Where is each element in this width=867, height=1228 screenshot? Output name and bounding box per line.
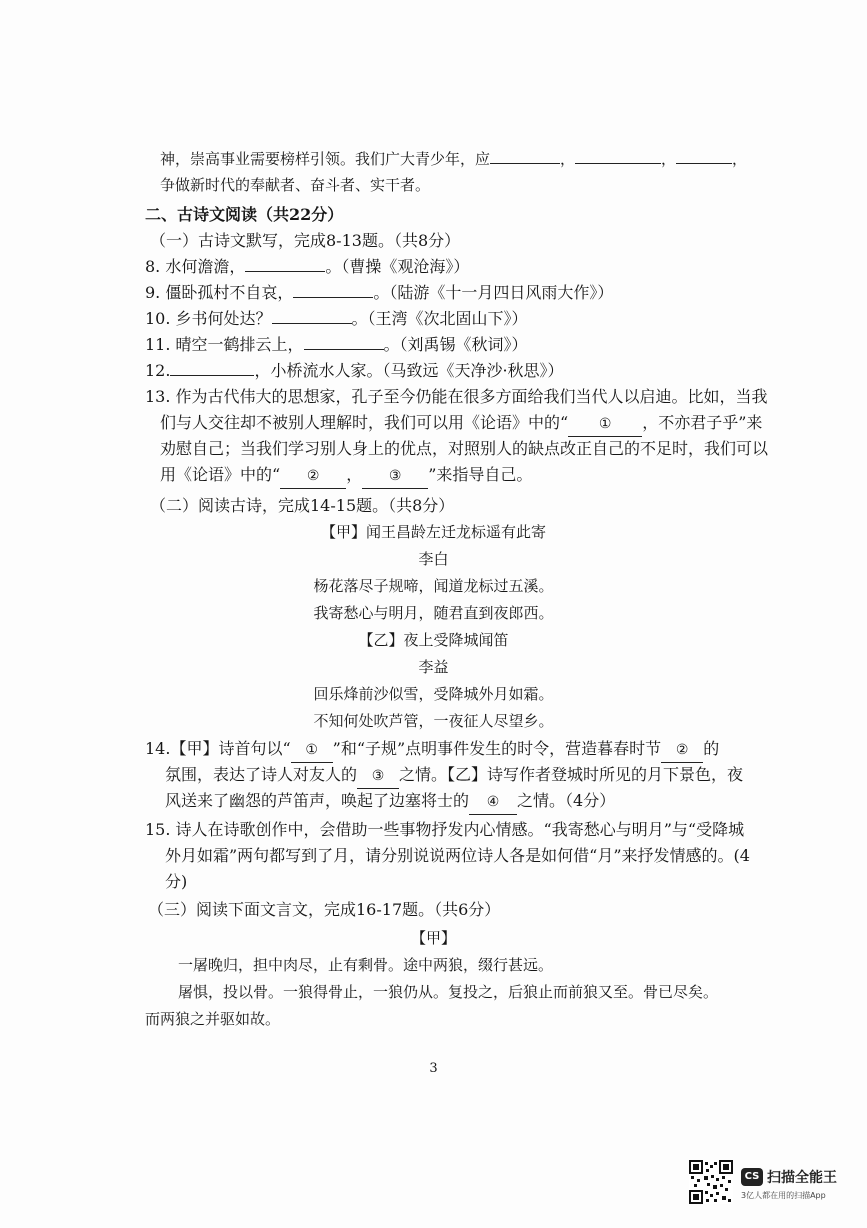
- section-title: 二、古诗文阅读（共22分）: [145, 205, 344, 224]
- text: 12.: [145, 361, 171, 380]
- part3-title: （三）阅读下面文言文，完成16-17题。（共6分）: [148, 900, 501, 919]
- text: ，不亦君子乎”来: [642, 413, 763, 432]
- text: ，: [732, 150, 748, 168]
- poem-a-line-1: 杨花落尽子规啼，闻道龙标过五溪。: [313, 577, 554, 595]
- app-name: 扫描全能王: [767, 1170, 837, 1186]
- text: 之情。（4分）: [517, 791, 616, 810]
- question-13-line-4: [160, 463, 532, 489]
- text: ”和“子规”点明事件发生的时令，营造暮春时节: [332, 739, 662, 758]
- answer-blank[interactable]: [293, 281, 373, 298]
- text: 。（陆游《十一月四日风雨大作》）: [373, 283, 614, 302]
- text-a-paragraph-3: 而两狼之并驱如故。: [145, 1010, 281, 1028]
- poem-b-line-2: 不知何处吹芦管，一夜征人尽望乡。: [313, 712, 554, 730]
- carry-line-2: 争做新时代的奉献者、奋斗者、实干者。: [160, 176, 431, 194]
- part2-title: （二）阅读古诗，完成14-15题。（共8分）: [150, 496, 455, 515]
- poem-b-author: 李益: [418, 658, 449, 676]
- text: 的: [703, 739, 720, 758]
- text-a-label: 【甲】: [410, 929, 456, 947]
- text-a-paragraph-2: 屠惧，投以骨。一狼得骨止，一狼仍从。复投之，后狼止而前狼又至。骨已尽矣。: [178, 983, 719, 1001]
- text: 用《论语》中的“: [160, 465, 281, 484]
- answer-blank[interactable]: [575, 147, 661, 164]
- numbered-blank[interactable]: ③: [357, 764, 399, 789]
- numbered-blank[interactable]: ①: [291, 738, 333, 763]
- answer-blank[interactable]: [272, 307, 352, 324]
- poem-b-title: 【乙】夜上受降城闻笛: [358, 631, 509, 649]
- question-10: [145, 307, 528, 331]
- question-11: [145, 333, 528, 357]
- text: 氛围，表达了诗人对友人的: [165, 765, 358, 784]
- text: 9. 僵卧孤村不自哀，: [145, 283, 294, 302]
- text: ，: [346, 465, 363, 484]
- carry-line-1: 神，崇高事业需要榜样引领。我们广大青少年，应 ， ， ，: [160, 147, 747, 171]
- part1-title: （一）古诗文默写，完成8-13题。（共8分）: [150, 231, 461, 250]
- text: 10. 乡书何处达？: [145, 309, 272, 328]
- question-12: [145, 359, 564, 383]
- text: 。（刘禹锡《秋词》）: [383, 335, 528, 354]
- app-tagline: 3亿人都在用的扫描App: [741, 1191, 826, 1200]
- qr-code-icon: [689, 1160, 733, 1204]
- numbered-blank[interactable]: ④: [469, 790, 517, 815]
- poem-a-title: 【甲】闻王昌龄左迁龙标遥有此寄: [320, 523, 546, 541]
- numbered-blank[interactable]: ③: [362, 464, 428, 489]
- question-15-line-2: 外月如霜”两句都写到了月，请分别说说两位诗人各是如何借“月”来抒发情感的。(4: [165, 846, 750, 865]
- answer-blank[interactable]: [490, 147, 560, 164]
- question-15-line-1: 15. 诗人在诗歌创作中，会借助一些事物抒发内心情感。“我寄愁心与明月”与“受降城: [145, 820, 745, 839]
- question-9: [145, 281, 613, 305]
- question-8: [145, 255, 469, 279]
- numbered-blank[interactable]: ②: [661, 738, 703, 763]
- poem-b-line-1: 回乐烽前沙似雪，受降城外月如霜。: [313, 685, 554, 703]
- numbered-blank[interactable]: ①: [568, 412, 642, 437]
- text: 8. 水何澹澹，: [145, 257, 246, 276]
- scanner-watermark: [689, 1154, 849, 1218]
- question-14-line-3: [165, 789, 615, 815]
- question-13-line-2: [160, 411, 762, 437]
- numbered-blank[interactable]: ②: [280, 464, 346, 489]
- text: 们与人交往却不被别人理解时，我们可以用《论语》中的“: [160, 413, 569, 432]
- text: 神，崇高事业需要榜样引领。我们广大青少年，应: [160, 150, 491, 168]
- question-13-line-1: 13. 作为古代伟大的思想家，孔子至今仍能在很多方面给我们当代人以启迪。比如，当我: [145, 387, 768, 406]
- text: 风送来了幽怨的芦笛声，唤起了边塞将士的: [165, 791, 470, 810]
- question-14-line-1: [145, 737, 719, 763]
- answer-blank[interactable]: [245, 255, 325, 272]
- text-a-paragraph-1: 一屠晚归，担中肉尽，止有剩骨。途中两狼，缀行甚远。: [178, 956, 554, 974]
- answer-blank[interactable]: [170, 359, 254, 376]
- page-number: 3: [429, 1061, 438, 1076]
- answer-blank[interactable]: [676, 147, 732, 164]
- question-15-line-3: 分): [165, 872, 188, 891]
- text: 。（曹操《观沧海》）: [325, 257, 470, 276]
- poem-a-author: 李白: [418, 550, 449, 568]
- question-14-line-2: [165, 763, 743, 789]
- text: 之情。【乙】诗写作者登城时所见的月下景色，夜: [399, 765, 744, 784]
- text: ，小桥流水人家。（马致远《天净沙·秋思》）: [254, 361, 564, 380]
- camscanner-logo: CS: [741, 1168, 763, 1186]
- answer-blank[interactable]: [304, 333, 384, 350]
- text: ”来指导自己。: [428, 465, 533, 484]
- text: 。（王湾《次北固山下》）: [351, 309, 528, 328]
- text: 14.【甲】诗首句以“: [145, 739, 291, 758]
- question-13-line-3: 劝慰自己；当我们学习别人身上的优点，对照别人的缺点改正自己的不足时，我们可以: [160, 439, 769, 458]
- poem-a-line-2: 我寄愁心与明月，随君直到夜郎西。: [313, 604, 554, 622]
- text: 11. 晴空一鹤排云上，: [145, 335, 304, 354]
